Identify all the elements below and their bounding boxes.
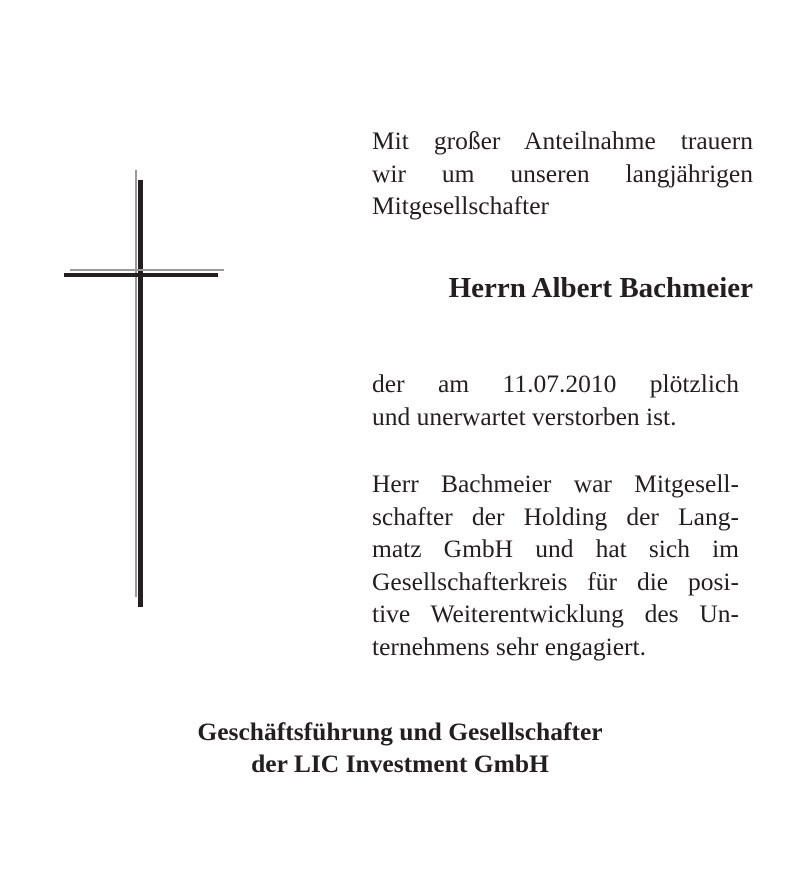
bio-line: Herr Bachmeier war Mitgesell- xyxy=(372,469,739,498)
bio-line: matz GmbH und hat sich im xyxy=(372,534,739,563)
biography xyxy=(372,468,739,663)
bio-line: Gesellschafterkreis für die posi- xyxy=(372,566,739,596)
cross-vertical-thin xyxy=(135,170,137,597)
cross-horizontal-thick xyxy=(64,273,218,277)
death-line: und unerwartet verstorben ist. xyxy=(372,401,677,431)
signature-line: der LIC Investment GmbH xyxy=(251,749,549,778)
death-notice xyxy=(372,368,739,433)
bio-line: schafter der Holding der Lang- xyxy=(372,501,739,531)
death-line: der am 11.07.2010 plötzlich xyxy=(372,369,739,398)
intro-line: wir um unseren langjährigen xyxy=(372,158,753,188)
cross-horizontal-thin xyxy=(70,269,224,271)
bio-line: tive Weiterentwicklung des Un- xyxy=(372,599,739,628)
cross-vertical-thick xyxy=(138,180,143,607)
signature xyxy=(0,716,800,780)
intro-text xyxy=(372,125,753,223)
signature-line: Geschäftsführung und Gesellschafter xyxy=(197,717,603,746)
intro-line: Mit großer Anteilnahme trauern xyxy=(372,126,753,155)
deceased-name: Herrn Albert Bachmeier xyxy=(448,272,753,304)
intro-line: Mitgesellschafter xyxy=(372,191,550,220)
bio-line: ternehmens sehr engagiert. xyxy=(372,631,647,661)
